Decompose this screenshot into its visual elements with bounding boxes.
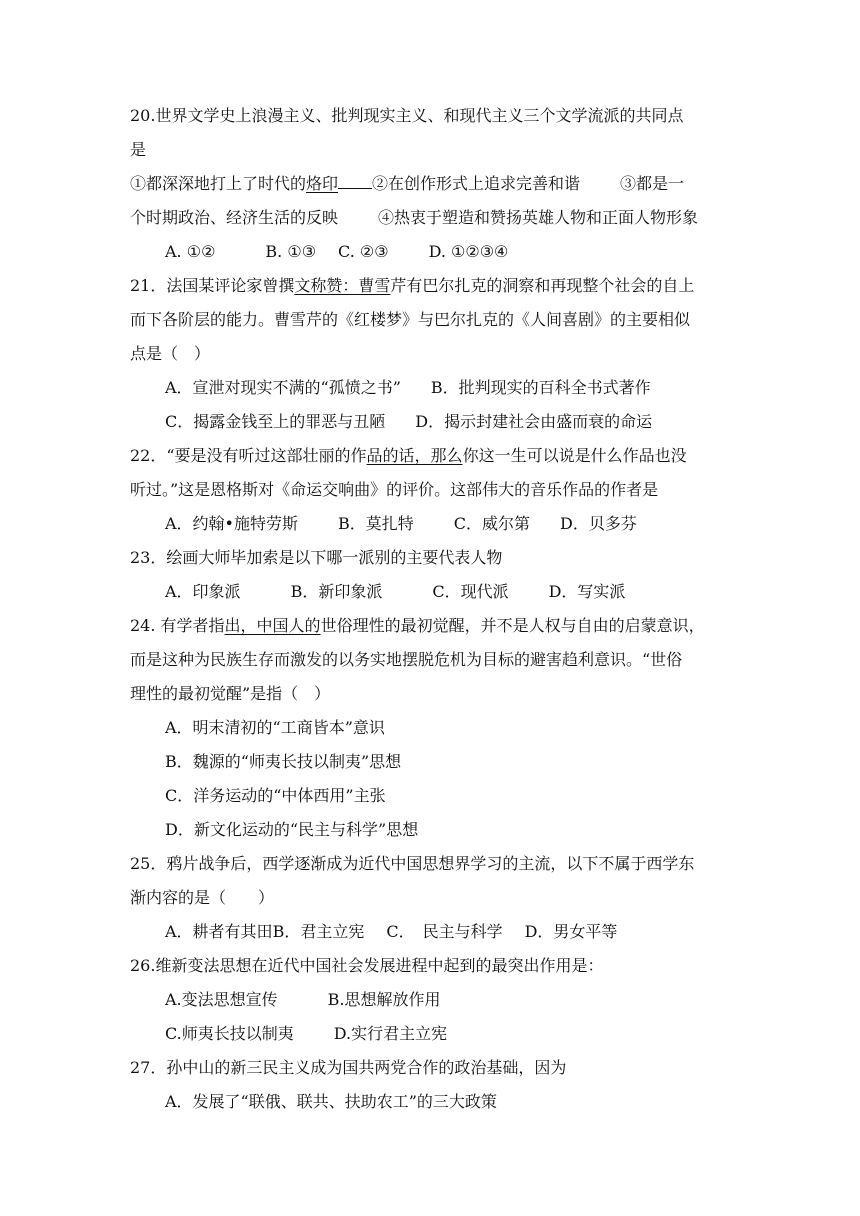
q21-choices-row-2 [130, 405, 730, 439]
q23-stem-text: 23．绘画大师毕加索是以下哪一派别的主要代表人物 [130, 548, 503, 567]
q24-choice-c-row [130, 779, 730, 813]
q20-stem-line-2 [130, 133, 730, 167]
q22-stem-text-2: 听过。”这是恩格斯对《命运交响曲》的评价。这部伟大的音乐作品的作者是 [130, 480, 659, 499]
q20-statement-4: ④热衷于塑造和赞扬英雄人物和正面人物形象 [378, 208, 699, 227]
q25-stem-text-2: 渐内容的是（ ） [130, 888, 275, 907]
q25-choice-c: C． 民主与科学 [386, 922, 503, 941]
q21-stem-line-1 [130, 269, 730, 303]
q20-statement-1-underlined: 烙印 [306, 174, 339, 193]
q22-choice-d: D．贝多芬 [560, 514, 637, 533]
q20-statement-2: ②在创作形式上追求完善和谐 [372, 174, 581, 193]
q20-statements-line-1 [130, 167, 730, 201]
q23-choice-b: B．新印象派 [290, 582, 383, 601]
q24-stem-underlined: 出，中国人的 [224, 616, 321, 635]
q24-stem-line-1 [130, 609, 730, 643]
q26-choices-row-2 [130, 1017, 730, 1051]
q23-choice-d: D．写实派 [548, 582, 626, 601]
q25-stem-line-1 [130, 847, 730, 881]
q25-choice-a: A．耕者有其田 [165, 922, 273, 941]
q20-stem-text-2: 是 [130, 140, 147, 159]
q26-choice-d: D.实行君主立宪 [333, 1024, 448, 1043]
q22-stem-text-1a: 22．“要是没有听过这部壮丽的作 [130, 446, 367, 465]
q26-choice-c: C.师夷长技以制夷 [165, 1024, 294, 1043]
q20-statements-line-2 [130, 201, 730, 235]
q26-choice-b: B.思想解放作用 [327, 990, 441, 1009]
q21-choice-d: D．揭示封建社会由盛而衰的命运 [415, 412, 653, 431]
q23-choices [130, 575, 730, 609]
q20-statement-3-start: ③都是一 [620, 174, 685, 193]
q24-choice-a: A．明末清初的“工商皆本”意识 [165, 718, 385, 737]
q20-stem-line-1 [130, 99, 730, 133]
q21-stem-text-3: 点是（ ） [130, 344, 211, 363]
q21-stem-line-2 [130, 303, 730, 337]
q27-choice-a: A．发展了“联俄、联共、扶助农工”的三大政策 [165, 1092, 497, 1111]
q22-choice-c: C．威尔第 [453, 514, 531, 533]
question-list [130, 99, 730, 1119]
q21-choices-row-1 [130, 371, 730, 405]
q22-choices [130, 507, 730, 541]
q21-stem-line-3 [130, 337, 730, 371]
q22-stem-line-2 [130, 473, 730, 507]
q25-stem-text-1: 25．鸦片战争后，西学逐渐成为近代中国思想界学习的主流，以下不属于西学东 [130, 854, 695, 873]
q22-choice-b: B．莫扎特 [338, 514, 414, 533]
q20-choice-c: C. ②③ [338, 242, 389, 261]
q26-stem-text: 26.维新变法思想在近代中国社会发展进程中起到的最突出作用是： [130, 956, 604, 975]
q26-stem-line [130, 949, 730, 983]
q23-choice-c: C．现代派 [432, 582, 509, 601]
q21-stem-text-1b: 芹有巴尔扎克的洞察和再现整个社会的自上 [390, 276, 695, 295]
q22-choice-a: A．约翰•施特劳斯 [165, 514, 298, 533]
q24-choice-c: C．洋务运动的“中体西用”主张 [165, 786, 386, 805]
q23-stem-line [130, 541, 730, 575]
q24-stem-line-2 [130, 643, 730, 677]
q24-choice-d: D．新文化运动的“民主与科学”思想 [165, 820, 419, 839]
q20-choice-d: D. ①②③④ [428, 242, 509, 261]
q21-choice-a: A．宣泄对现实不满的“孤愤之书” [165, 378, 401, 397]
q25-choice-d: D．男女平等 [524, 922, 618, 941]
q24-choice-a-row [130, 711, 730, 745]
q21-stem-text-2: 而下各阶层的能力。曹雪芹的《红楼梦》与巴尔扎克的《人间喜剧》的主要相似 [130, 310, 691, 329]
q20-underline-blank [338, 173, 372, 189]
q24-stem-text-3: 理性的最初觉醒”是指（ ） [130, 684, 331, 703]
q21-choice-b: B．批判现实的百科全书式著作 [430, 378, 651, 397]
q24-choice-b-row [130, 745, 730, 779]
q21-choice-c: C．揭露金钱至上的罪恶与丑陋 [165, 412, 386, 431]
q24-stem-text-1a: 24. 有学者指 [130, 616, 225, 635]
q21-stem-text-1a: 21．法国某评论家曾撰 [130, 276, 295, 295]
q20-stem-text-1: 20.世界文学史上浪漫主义、批判现实主义、和现代主义三个文学流派的共同点 [130, 106, 684, 125]
q26-choices-row-1 [130, 983, 730, 1017]
q22-stem-line-1 [130, 439, 730, 473]
q22-stem-text-1b: 你这一生可以说是什么作品也没 [462, 446, 687, 465]
q20-choice-b: B. ①③ [265, 242, 317, 261]
q23-choice-a: A．印象派 [165, 582, 241, 601]
q26-choice-a: A.变法思想宣传 [165, 990, 278, 1009]
q27-stem-text: 27．孙中山的新三民主义成为国共两党合作的政治基础，因为 [130, 1058, 567, 1077]
q20-choice-a: A. ①② [165, 242, 216, 261]
q24-choice-b: B．魏源的“师夷长技以制夷”思想 [165, 752, 402, 771]
q20-statement-1-text: ①都深深地打上了时代的 [130, 174, 307, 193]
q27-stem-line [130, 1051, 730, 1085]
q20-statement-3-end: 个时期政治、经济生活的反映 [130, 208, 339, 227]
q25-choices [130, 915, 730, 949]
q27-choice-a-row [130, 1085, 730, 1119]
q24-stem-text-2: 而是这种为民族生存而激发的以务实地摆脱危机为目标的避害趋利意识。“世俗 [130, 650, 683, 669]
q24-stem-line-3 [130, 677, 730, 711]
q25-choice-b: B．君主立宪 [272, 922, 365, 941]
q24-stem-text-1b: 世俗理性的最初觉醒，并不是人权与自由的启蒙意识， [320, 616, 705, 635]
q21-stem-underlined: 文称赞：曹雪 [294, 276, 391, 295]
q22-stem-underlined: 品的话，那么 [366, 446, 463, 465]
q25-stem-line-2 [130, 881, 730, 915]
q20-choices [130, 235, 730, 269]
q24-choice-d-row [130, 813, 730, 847]
